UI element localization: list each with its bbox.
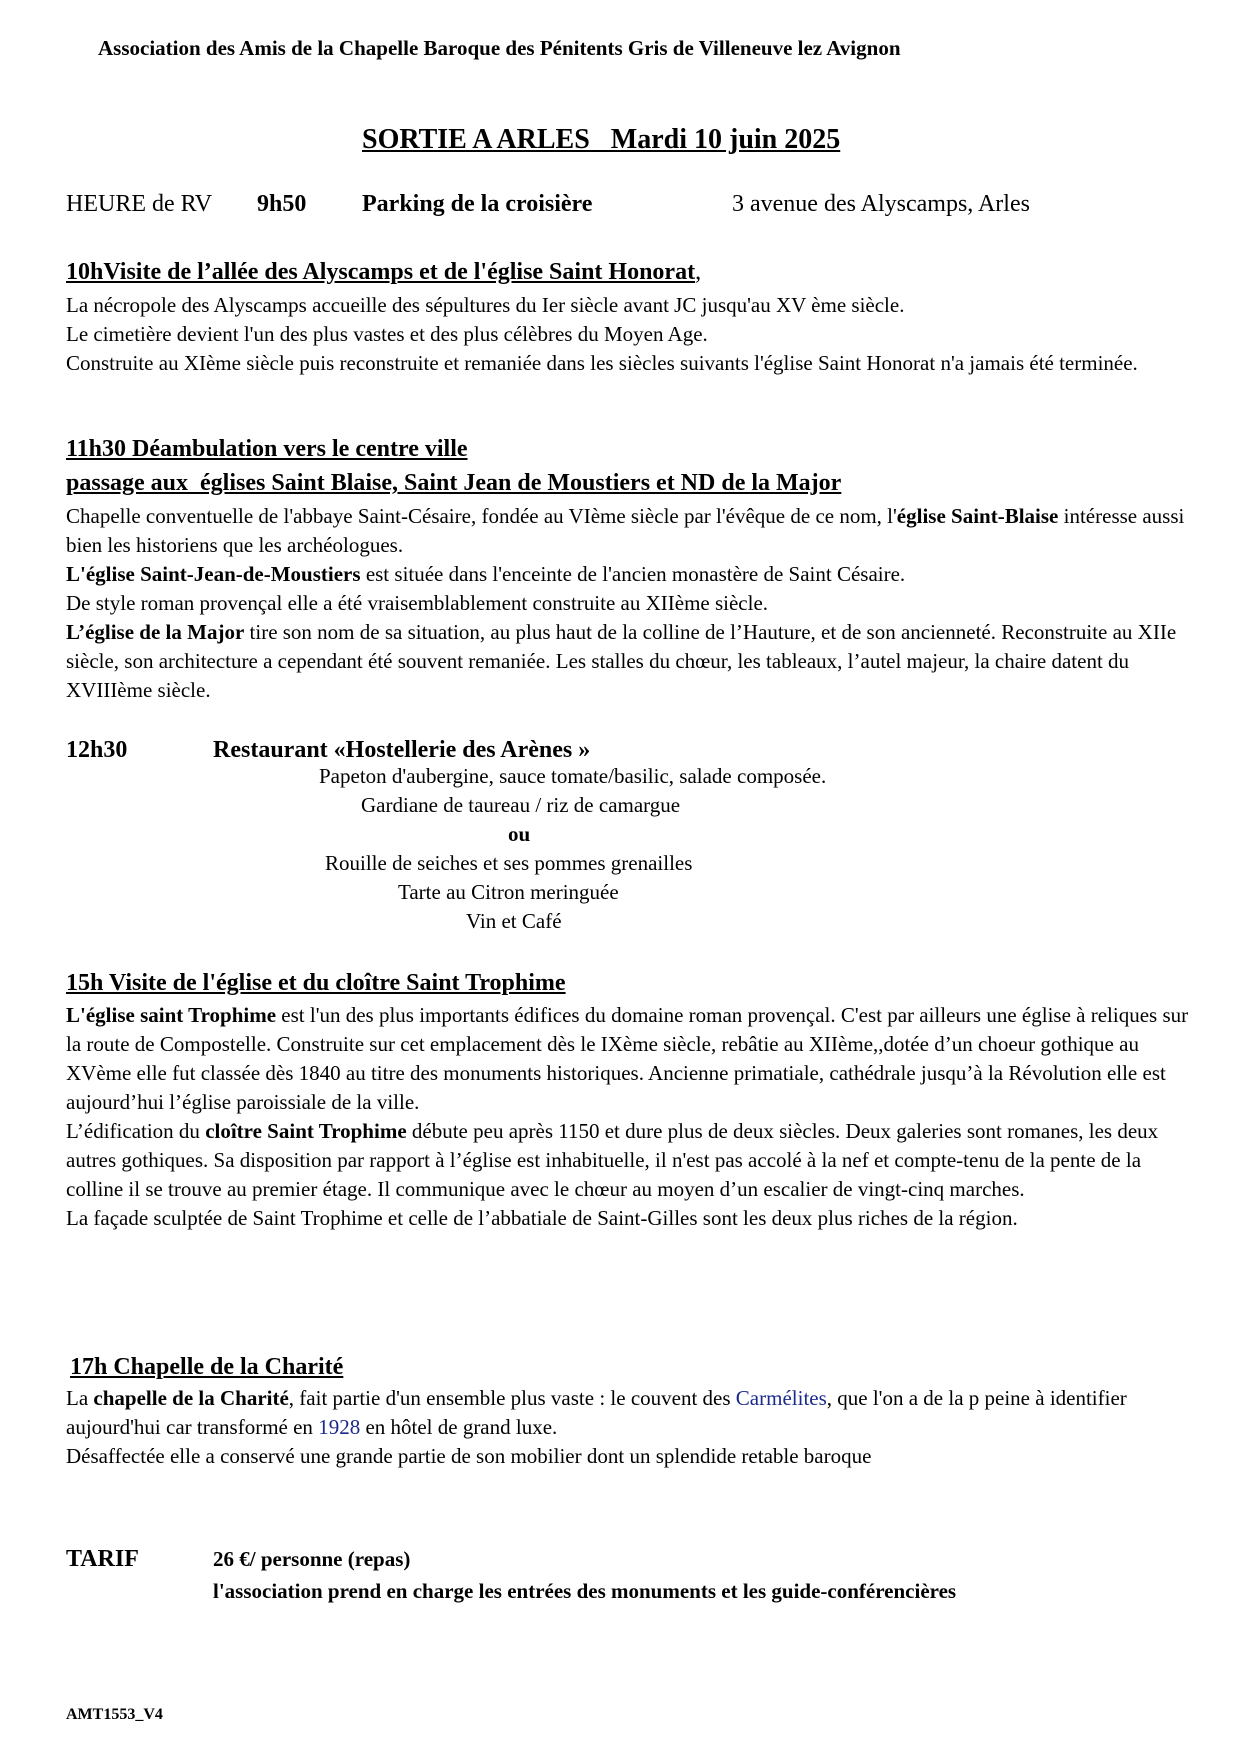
page-title: SORTIE A ARLES Mardi 10 juin 2025 bbox=[362, 124, 841, 155]
section-charite-text bbox=[66, 1384, 1196, 1471]
section-charite-title: 17h Chapelle de la Charité bbox=[70, 1354, 344, 1380]
paragraph: De style roman provençal elle a été vraisemblablement construite au XIIème siècle. bbox=[66, 591, 769, 615]
section-deambulation-subtitle: passage aux églises Saint Blaise, Saint Jean de Moustiers et ND de la Major bbox=[66, 470, 842, 496]
rendezvous-time: 9h50 bbox=[257, 191, 307, 217]
tarif-label: TARIF bbox=[66, 1546, 139, 1572]
menu-item: Vin et Café bbox=[466, 909, 562, 933]
section-alyscamps-text bbox=[66, 291, 1186, 378]
text-run: Chapelle conventuelle de l'abbaye Saint-Césaire, fondée au VIème siècle par l'évêque de ce nom, l' bbox=[66, 504, 897, 528]
rendezvous-place: Parking de la croisière bbox=[362, 191, 593, 217]
menu-item: Gardiane de taureau / riz de camargue bbox=[361, 793, 681, 817]
text-run: tire son nom de sa situation, au plus haut de la colline de l’Hauture, et de son ancienneté. Reconstruite au XIIe siècle, son architecture a cependant été souvent remaniée. Les stalles du chœur, les tableaux, l’autel majeur, la chaire datent du XVIIIème siècle. bbox=[66, 620, 1177, 702]
text-run: débute peu après 1150 et dure plus de deux siècles. Deux galeries sont romanes, les deux autres gothiques. Sa disposition par rapport à l’église est inhabituelle, il n'est pas accolé à la nef et compte-tenu de la pente de la colline il se trouve au premier étage. Il communique avec le chœur au moyen d’un escalier de vingt-cinq marches. bbox=[66, 1119, 1159, 1201]
year-1928-link[interactable]: 1928 bbox=[318, 1415, 361, 1439]
paragraph bbox=[66, 1384, 1196, 1442]
bold-run: L'église saint Trophime bbox=[66, 1003, 277, 1027]
restaurant-name: Restaurant «Hostellerie des Arènes » bbox=[213, 737, 591, 763]
carmelites-link[interactable]: Carmélites bbox=[735, 1386, 827, 1410]
section-alyscamps-heading bbox=[66, 259, 701, 286]
bold-run: chapelle de la Charité bbox=[93, 1386, 289, 1410]
menu-item: Rouille de seiches et ses pommes grenailles bbox=[325, 851, 693, 875]
paragraph bbox=[66, 1001, 1196, 1117]
paragraph bbox=[66, 560, 1196, 589]
section-deambulation-text bbox=[66, 502, 1196, 705]
menu-item: Tarte au Citron meringuée bbox=[398, 880, 619, 904]
rendezvous-label: HEURE de RV bbox=[66, 191, 213, 217]
bold-run: église Saint-Blaise bbox=[896, 504, 1059, 528]
paragraph bbox=[66, 502, 1196, 560]
paragraph: La nécropole des Alyscamps accueille des sépultures du Ier siècle avant JC jusqu'au XV ème siècle. bbox=[66, 293, 905, 317]
bold-run: cloître Saint Trophime bbox=[205, 1119, 407, 1143]
section-alyscamps-title: 10hVisite de l’allée des Alyscamps et de l'église Saint Honorat bbox=[66, 259, 696, 285]
paragraph: La façade sculptée de Saint Trophime et celle de l’abbatiale de Saint-Gilles sont les deux plus riches de la région. bbox=[66, 1206, 1018, 1230]
tarif-price: 26 €/ personne (repas) bbox=[213, 1547, 411, 1571]
paragraph: Désaffectée elle a conservé une grande partie de son mobilier dont un splendide retable baroque bbox=[66, 1444, 872, 1468]
section-alyscamps-title-suffix: , bbox=[695, 259, 702, 285]
text-run: est l'un des plus importants édifices du domaine roman provençal. C'est par ailleurs une église à reliques sur la route de Compostelle. Construite sur cet emplacement dès le IXème siècle, rebâtie au XIIème,,dotée d’un choeur gothique au XVème elle fut classée dès 1840 au titre des monuments historiques. Ancienne primatiale, cathédrale jusqu’à la Révolution elle est aujourd’hui l’église paroissiale de la ville. bbox=[66, 1003, 1189, 1114]
menu-item: Papeton d'aubergine, sauce tomate/basilic, salade composée. bbox=[319, 764, 827, 788]
section-trophime-title: 15h Visite de l'église et du cloître Saint Trophime bbox=[66, 970, 566, 996]
tarif-note: l'association prend en charge les entrées des monuments et les guide-conférencières bbox=[213, 1579, 957, 1603]
menu-separator: ou bbox=[508, 822, 531, 846]
association-name: Association des Amis de la Chapelle Baroque des Pénitents Gris de Villeneuve lez Avignon bbox=[98, 36, 901, 60]
paragraph bbox=[66, 1117, 1196, 1204]
text-run: est située dans l'enceinte de l'ancien monastère de Saint Césaire. bbox=[360, 562, 906, 586]
text-run: L’édification du bbox=[66, 1119, 206, 1143]
text-run: , fait partie d'un ensemble plus vaste : le couvent des bbox=[288, 1386, 736, 1410]
paragraph bbox=[66, 618, 1196, 705]
text-run: intéresse aussi bien les historiens que les archéologues. bbox=[66, 504, 1185, 557]
paragraph: Construite au XIème siècle puis reconstruite et remaniée dans les siècles suivants l'église Saint Honorat n'a jamais été terminée. bbox=[66, 351, 1138, 375]
text-run: La bbox=[66, 1386, 94, 1410]
rendezvous-address: 3 avenue des Alyscamps, Arles bbox=[732, 191, 1030, 217]
restaurant-time: 12h30 bbox=[66, 737, 128, 763]
bold-run: L’église de la Major bbox=[66, 620, 245, 644]
paragraph: Le cimetière devient l'un des plus vastes et des plus célèbres du Moyen Age. bbox=[66, 322, 708, 346]
text-run: en hôtel de grand luxe. bbox=[360, 1415, 558, 1439]
section-trophime-text bbox=[66, 1001, 1196, 1233]
bold-run: L'église Saint-Jean-de-Moustiers bbox=[66, 562, 361, 586]
text-run: , que l'on a de la p peine à identifier aujourd'hui car transformé en bbox=[66, 1386, 1127, 1439]
section-deambulation-title: 11h30 Déambulation vers le centre ville bbox=[66, 436, 468, 462]
document-reference: AMT1553_V4 bbox=[66, 1706, 163, 1723]
